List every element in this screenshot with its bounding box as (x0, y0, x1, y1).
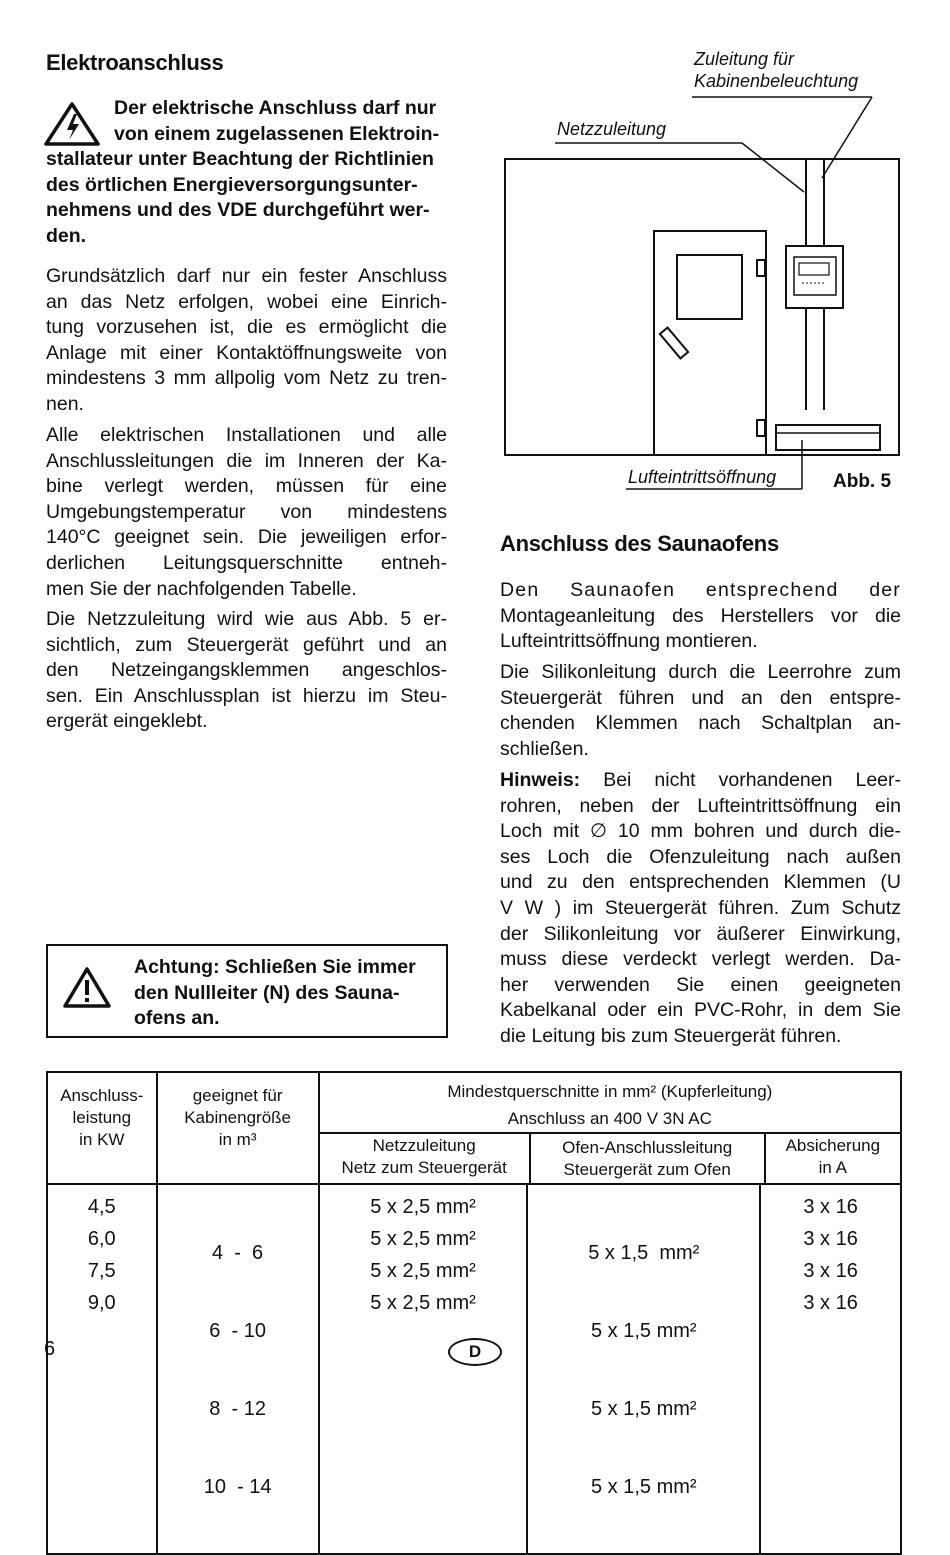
text-line: die Leitung bis zum Steuergerät führen. (500, 1024, 842, 1047)
note-text: Bei nicht vorhandenen Leer- (580, 769, 901, 791)
header-line: Mindestquerschnitte in mm² (Kupferleitung) (447, 1082, 773, 1101)
table-body (47, 1184, 901, 1554)
text-line: nen. (46, 392, 84, 415)
label-air-inlet: Lufteintrittsöffnung (628, 467, 777, 487)
cable-cross-section-table (46, 1071, 902, 1555)
text-line: tung vorzusehen ist, die es ermöglicht die (46, 316, 447, 339)
paragraph-note (500, 768, 901, 1050)
text-line: den Netzeingangsklemmen angeschlos- (46, 659, 447, 682)
text-line: muss diese verdeckt verlegt werden. Da- (500, 948, 901, 971)
warning-triangle-icon (62, 966, 112, 1010)
figure-caption: Abb. 5 (833, 471, 892, 492)
caution-line: den Nullleiter (N) des Sauna- (134, 981, 400, 1004)
cell: 5 x 2,5 mm² (370, 1228, 476, 1250)
text-line: Umgebungstemperatur von mindestens (46, 500, 447, 523)
language-badge: D (448, 1338, 502, 1366)
paragraph-silicone-cable (500, 660, 901, 762)
cell: 5 x 1,5 mm² (590, 1320, 697, 1342)
text-line: Kabelkanal oder ein PVC-Rohr, in dem Sie (500, 999, 901, 1022)
header-power (47, 1072, 157, 1184)
col-mains-cable (319, 1184, 528, 1554)
text-line: chenden Klemmen nach Schaltplan an- (500, 712, 901, 735)
cell: 4 - 6 (212, 1242, 264, 1264)
cell: 9,0 (87, 1292, 116, 1314)
electrical-warning (46, 96, 447, 250)
header-line: Kabinengröße (184, 1108, 292, 1127)
header-mains-cable (320, 1134, 531, 1183)
text-line: und zu den entsprechenden Klemmen (U (500, 871, 901, 894)
paragraph-mounting (500, 578, 901, 655)
text-line: men Sie der nachfolgenden Tabelle. (46, 577, 357, 600)
header-line: geeignet für (192, 1086, 283, 1105)
cell: 6 - 10 (209, 1320, 266, 1342)
header-oven-cable (531, 1134, 766, 1183)
label-supply-cabin-lighting (694, 48, 858, 92)
caution-line: ofens an. (134, 1007, 220, 1030)
header-line: leistung (72, 1108, 132, 1127)
page-number: 6 (44, 1338, 56, 1360)
warning-line: des örtlichen Energieversorgungsunter- (46, 173, 418, 196)
header-cabin-size (157, 1072, 319, 1184)
header-line: in m³ (218, 1130, 257, 1149)
cell: 5 x 1,5 mm² (590, 1398, 697, 1420)
text-line: bine verlegt werden, müssen für eine (46, 475, 447, 498)
cell: 6,0 (87, 1228, 116, 1250)
table-header-row (47, 1072, 901, 1184)
header-fuse (766, 1134, 900, 1183)
text-line: Alle elektrischen Installationen und alle (46, 424, 447, 446)
warning-line: Der elektrische Anschluss darf nur (114, 97, 437, 119)
label-line: Zuleitung für (694, 49, 795, 69)
cell: 5 x 2,5 mm² (370, 1292, 476, 1314)
paragraph-installations (46, 423, 447, 602)
text-line: Die Silikonleitung durch die Leerrohre zum (500, 661, 901, 683)
header-line: in A (818, 1158, 847, 1177)
header-line: Steuergerät zum Ofen (563, 1160, 731, 1179)
text-line: sen. Ein Anschlussplan ist hierzu im Steu- (46, 684, 447, 707)
label-line: Kabinenbeleuchtung (694, 71, 859, 91)
cell: 3 x 16 (803, 1196, 858, 1218)
section-title-electrical: Elektroanschluss (46, 50, 224, 75)
cell: 4,5 (87, 1196, 116, 1218)
text-line: Anlage mit einer Kontaktöffnungsweite von (46, 341, 447, 364)
text-line: Die Netzzuleitung wird wie aus Abb. 5 er- (46, 608, 447, 630)
text-line: derlichen Leitungsquerschnitte entneh- (46, 551, 447, 574)
text-line: V W ) im Steuergerät führen. Zum Schutz (500, 896, 901, 919)
header-line: Netzzuleitung (372, 1136, 476, 1155)
note-first-line (500, 768, 901, 794)
header-line: Netz zum Steuergerät (341, 1158, 507, 1177)
cell: 3 x 16 (803, 1292, 858, 1314)
header-line: Anschluss- (60, 1086, 144, 1105)
caution-box (46, 944, 448, 1038)
col-fuse (760, 1184, 901, 1554)
header-line: in KW (79, 1130, 125, 1149)
cell: 5 x 2,5 mm² (370, 1260, 476, 1282)
text-line: 140°C geeignet sein. Die jeweiligen erfor- (46, 526, 447, 549)
cell: 3 x 16 (803, 1260, 858, 1282)
header-line: Absicherung (785, 1136, 881, 1155)
warning-line: stallateur unter Beachtung der Richtlinien (46, 148, 434, 171)
text-line: ses Loch die Ofenzuleitung nach außen (500, 845, 901, 868)
text-line: schließen. (500, 737, 589, 760)
cell: 3 x 16 (803, 1228, 858, 1250)
text-line: her verwenden Sie einen geeigneten (500, 973, 901, 996)
cell: 7,5 (87, 1260, 116, 1282)
text-line: ergerät eingeklebt. (46, 710, 208, 733)
paragraph-mains-supply (46, 607, 447, 735)
note-label: Hinweis: (500, 769, 581, 791)
text-line: Montageanleitung des Herstellers vor die (500, 604, 901, 627)
label-mains-supply: Netzzuleitung (557, 119, 667, 139)
text-line: Lufteintrittsöffnung montieren. (500, 630, 758, 653)
cell: 8 - 12 (209, 1398, 266, 1420)
text-line: Steuergerät führen und an den entspre- (500, 686, 901, 709)
cell: 5 x 1,5 mm² (590, 1476, 697, 1498)
text-line: mindestens 3 mm allpolig vom Netz zu tren- (46, 367, 447, 390)
col-power (47, 1184, 157, 1554)
cell: 5 x 1,5 mm² (588, 1242, 700, 1264)
header-line: Ofen-Anschlussleitung (562, 1138, 733, 1157)
text-line: Loch mit ∅ 10 mm bohren und durch die- (500, 820, 901, 843)
text-line: sichtlich, zum Steuergerät geführt und an (46, 633, 447, 656)
warning-line: nehmens und des VDE durchgeführt wer- (46, 199, 430, 222)
cell: 5 x 2,5 mm² (370, 1196, 476, 1218)
text-line: Grundsätzlich darf nur ein fester Anschluss (46, 265, 447, 287)
text-line: an das Netz erfolgen, wobei eine Einrich- (46, 290, 447, 313)
figure-abb5 (500, 40, 910, 500)
text-line: rohren, neben der Lufteintrittsöffnung ein (500, 794, 901, 817)
warning-line: von einem zugelassenen Elektroin- (114, 122, 440, 145)
sauna-wiring-diagram (500, 40, 910, 500)
caution-line: Achtung: Schließen Sie immer (134, 956, 416, 978)
warning-line: den. (46, 224, 87, 247)
paragraph-fixed-connection (46, 264, 447, 418)
col-oven-cable (527, 1184, 760, 1554)
col-cabin-size (157, 1184, 319, 1554)
text-line: Den Saunaofen entsprechend der (500, 579, 901, 601)
header-min-cross-section (319, 1072, 901, 1184)
header-line: Anschluss an 400 V 3N AC (507, 1109, 712, 1128)
text-line: der Silikonleitung vor äußerer Einwirkung, (500, 922, 901, 945)
section-title-oven-connection: Anschluss des Saunaofens (500, 531, 779, 556)
text-line: Anschlussleitungen die im Inneren der Ka- (46, 449, 447, 472)
cell: 10 - 14 (203, 1476, 272, 1498)
